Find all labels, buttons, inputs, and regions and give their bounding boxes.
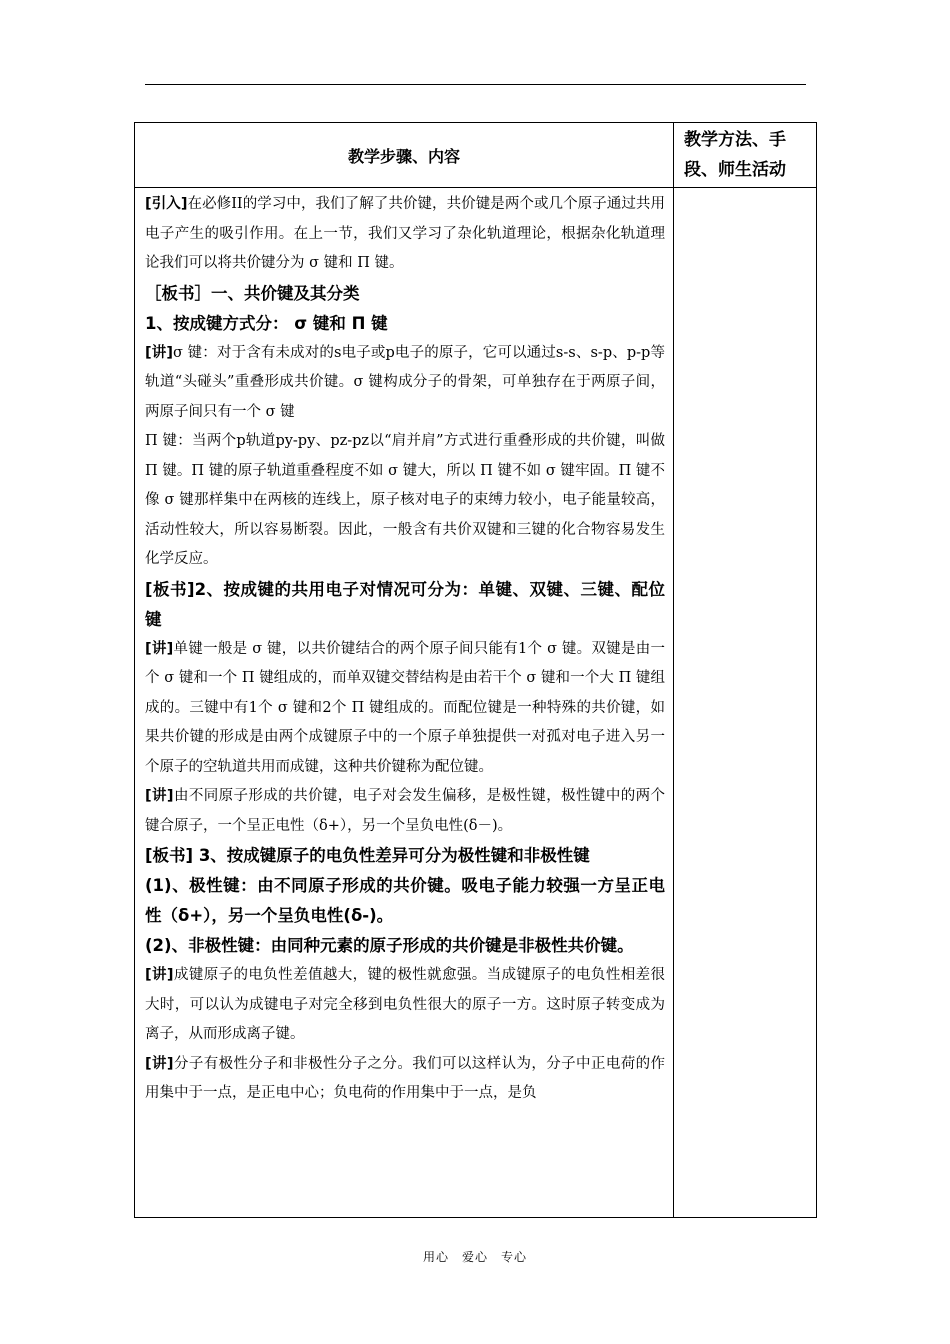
lecture-tag: [讲] [145, 640, 174, 657]
lecture-polar-text: 由不同原子形成的共价键，电子对会发生偏移，是极性键，极性键中的两个键合原子，一个呈正电性（δ+），另一个呈负电性(δ－)。 [145, 788, 665, 834]
lecture-electronegativity [145, 961, 665, 1050]
header-left-label: 教学步骤、内容 [347, 146, 460, 166]
blackboard-heading-2: 1、按成键方式分： σ 键和 Π 键 [145, 313, 388, 333]
intro-tag: [引入] [145, 196, 188, 212]
lecture-sigma [145, 339, 665, 428]
intro-paragraph [145, 190, 665, 279]
table-body-row [135, 188, 817, 1218]
intro-text: 在必修II的学习中，我们了解了共价键，共价键是两个或几个原子通过共用电子产生的吸引作用。在上一节，我们又学习了杂化轨道理论，根据杂化轨道理论我们可以将共价键分为 σ 键和 Π 键。 [145, 196, 665, 271]
header-rule [145, 84, 806, 85]
header-right-label: 教学方法、手段、师生活动 [684, 130, 786, 180]
lecture-tag: [讲] [145, 1055, 174, 1072]
header-steps-content [135, 123, 674, 188]
polar-bond-definition: (1)、极性键：由不同原子形成的共价键。吸电子能力较强一方呈正电性（δ+），另一个呈负电性(δ-)。 [145, 876, 665, 925]
lecture-bond-types [145, 635, 665, 783]
lecture-bond-types-text: 单键一般是 σ 键，以共价键结合的两个原子间只能有1个 σ 键。双键是由一个 σ 键和一个 Π 键组成的，而单双键交替结构是由若干个 σ 键和一个大 Π 键组成的。三键中有1个 σ 键和2个 Π 键组成的。而配位键是一种特殊的共价键，如果共价键的形成是由两个成键原子中的一个原子单独提供一对孤对电子进入另一个原子的空轨道共用而成键，这种共价键称为配位键。 [145, 640, 665, 775]
lecture-molecule-polarity-text: 分子有极性分子和非极性分子之分。我们可以这样认为，分子中正电荷的作用集中于一点，是正电中心；负电荷的作用集中于一点，是负 [145, 1055, 665, 1101]
lecture-tag: [讲] [145, 344, 174, 361]
page-footer: 用心 爱心 专心 [422, 1250, 527, 1264]
header-methods [674, 123, 817, 188]
lesson-table [134, 122, 817, 1218]
lecture-molecule-polarity [145, 1050, 665, 1109]
pi-bond-paragraph: Π 键：当两个p轨道py-py、pz-pz以“肩并肩”方式进行重叠形成的共价键，叫做 Π 键。Π 键的原子轨道重叠程度不如 σ 键大，所以 Π 键不如 σ 键牢固。Π 键不像 σ 键那样集中在两核的连线上，原子核对电子的束缚力较小，电子能量较高，活动性较大，所以容易断裂。因此，一般含有共价双键和三键的化合物容易发生化学反应。 [145, 433, 665, 567]
nonpolar-bond-definition: (2)、非极性键：由同种元素的原子形成的共价键是非极性共价键。 [145, 936, 634, 955]
lecture-tag: [讲] [145, 788, 174, 804]
blackboard-heading-4: [板书] 3、按成键原子的电负性差异可分为极性键和非极性键 [145, 846, 590, 865]
blackboard-heading-1: ［板书］一、共价键及其分类 [145, 283, 360, 303]
table-header-row [135, 123, 817, 188]
lecture-polar [145, 782, 665, 841]
content-cell [135, 188, 674, 1218]
lecture-sigma-text: σ 键：对于含有未成对的s电子或p电子的原子，它可以通过s-s、s-p、p-p等轨道“头碰头”重叠形成共价键。σ 键构成分子的骨架，可单独存在于两原子间，两原子间只有一个 σ 键 [145, 344, 665, 420]
lecture-tag: [讲] [145, 967, 174, 983]
lecture-electronegativity-text: 成键原子的电负性差值越大，键的极性就愈强。当成键原子的电负性相差很大时，可以认为成键电子对完全移到电负性很大的原子一方。这时原子转变成为离子，从而形成离子键。 [145, 967, 665, 1042]
methods-cell [674, 188, 817, 1218]
blackboard-heading-3: [板书]2、按成键的共用电子对情况可分为：单键、双键、三键、配位键 [145, 579, 665, 629]
